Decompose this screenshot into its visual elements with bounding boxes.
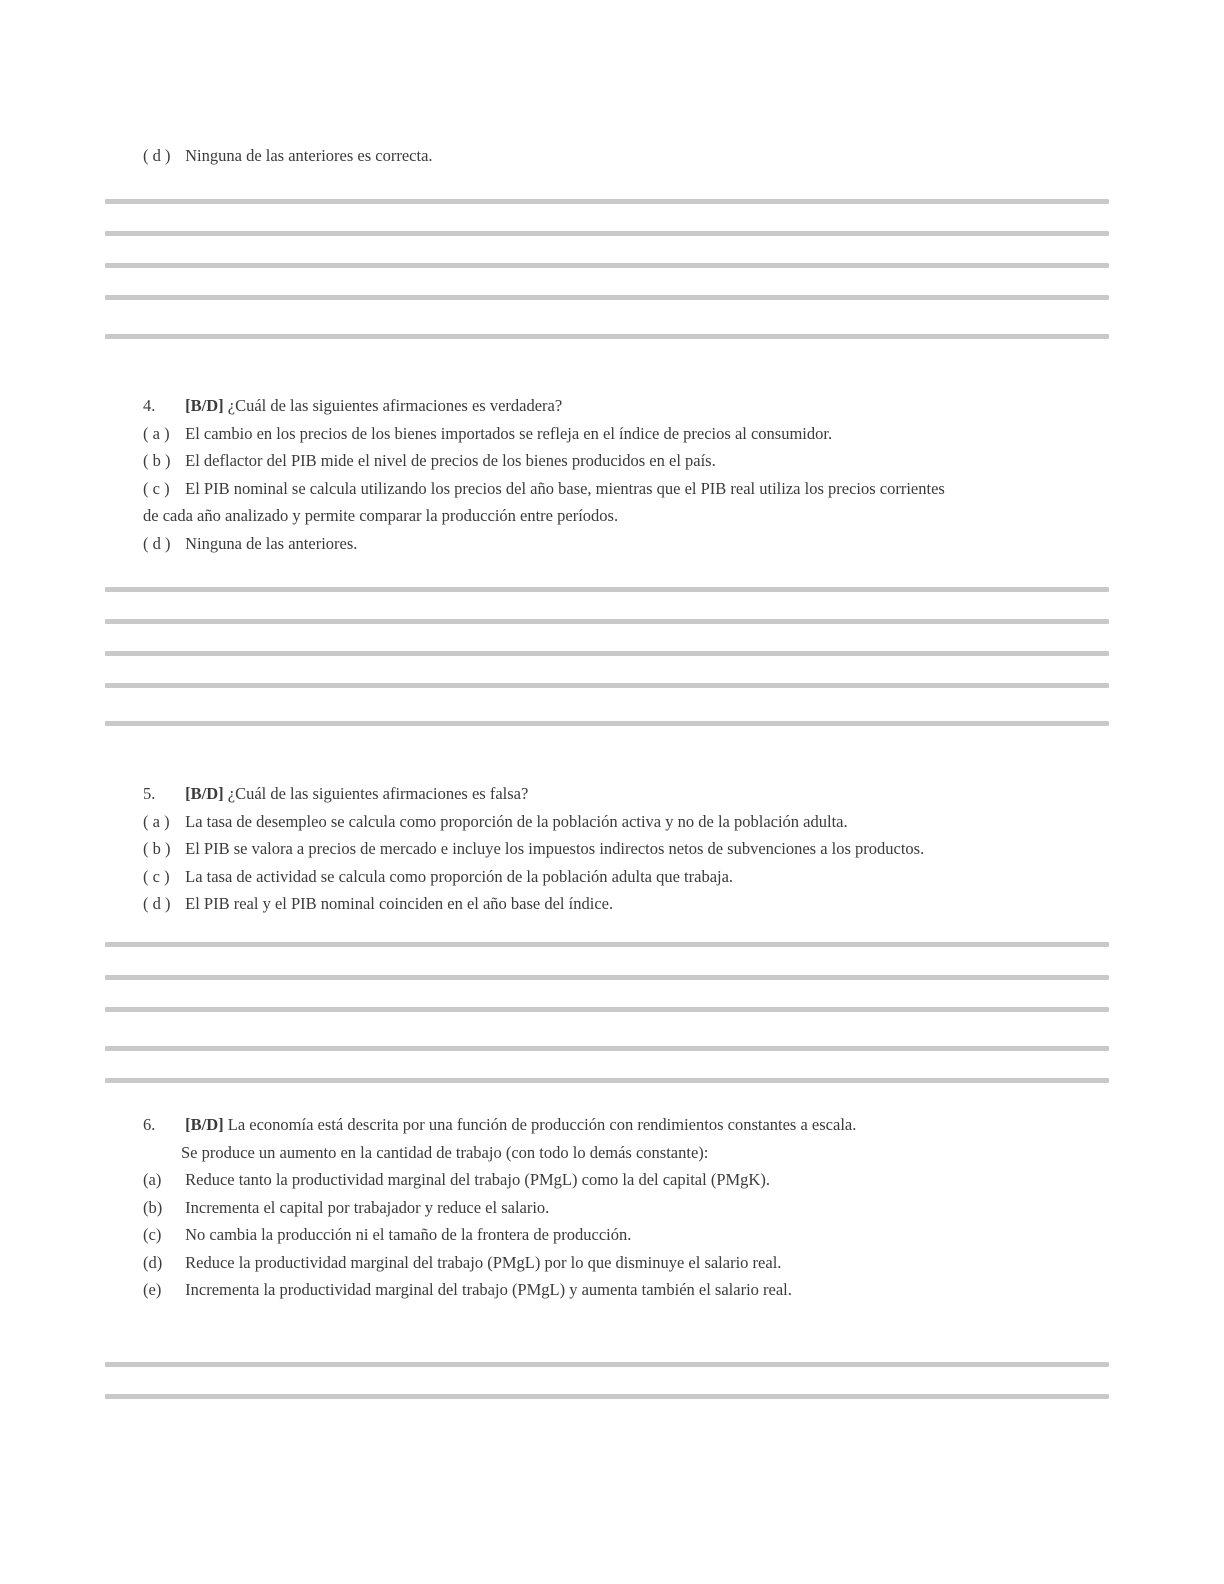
question-stem-continuation: [143, 1139, 1109, 1167]
option-label: (b): [143, 1197, 163, 1217]
option-text: El PIB nominal se calcula utilizando los precios del año base, mientras que el PIB real utiliza los precios corrientes: [185, 478, 945, 498]
question-stem: [143, 1111, 1109, 1139]
question-tag: [B/D]: [185, 396, 224, 415]
question-text: La economía está descrita por una función de producción con rendimientos constantes a escala.: [227, 1115, 857, 1134]
option-c-continuation: [143, 502, 1109, 530]
question-tag: [B/D]: [185, 1115, 224, 1134]
answer-line: [105, 683, 1109, 688]
question-stem: [143, 392, 1109, 420]
answer-line: [105, 334, 1109, 339]
question-text: ¿Cuál de las siguientes afirmaciones es verdadera?: [227, 396, 563, 415]
option-label: (d): [143, 1252, 163, 1272]
option-c: [143, 863, 1109, 891]
option-text: El cambio en los precios de los bienes importados se refleja en el índice de precios al consumidor.: [185, 423, 833, 443]
answer-line: [105, 975, 1109, 980]
question-5: [143, 780, 1109, 918]
option-label: ( b ): [143, 839, 171, 858]
option-label: (a): [143, 1170, 162, 1189]
question-text: ¿Cuál de las siguientes afirmaciones es falsa?: [227, 784, 529, 803]
option-text: El deflactor del PIB mide el nivel de precios de los bienes producidos en el país.: [185, 451, 716, 470]
question-3-tail: [143, 142, 1109, 170]
option-label: ( b ): [143, 451, 171, 470]
answer-line: [105, 651, 1109, 656]
option-text: El PIB real y el PIB nominal coinciden en el año base del índice.: [185, 894, 614, 913]
answer-line: [105, 942, 1109, 947]
question-number: 4.: [143, 396, 156, 415]
answer-line: [105, 1046, 1109, 1051]
option-text: Ninguna de las anteriores.: [185, 533, 358, 553]
option-label: ( d ): [143, 533, 171, 553]
option-d: [143, 142, 1109, 170]
answer-line: [105, 263, 1109, 268]
option-text: La tasa de desempleo se calcula como proporción de la población activa y no de la población adulta.: [185, 811, 848, 831]
option-d: [143, 890, 1109, 918]
answer-line: [105, 1078, 1109, 1083]
question-6: [143, 1111, 1109, 1304]
question-text: Se produce un aumento en la cantidad de trabajo (con todo lo demás constante):: [181, 1142, 709, 1162]
answer-line: [105, 1394, 1109, 1399]
option-b: [143, 447, 1109, 475]
option-d: [143, 530, 1109, 558]
option-c: [143, 475, 1109, 503]
option-label: ( d ): [143, 894, 171, 913]
question-tag: [B/D]: [185, 784, 224, 803]
question-number: 6.: [143, 1115, 156, 1134]
option-label: ( d ): [143, 146, 171, 165]
option-text: La tasa de actividad se calcula como proporción de la población adulta que trabaja.: [185, 866, 734, 886]
option-b: [143, 1194, 1109, 1222]
option-label: (e): [143, 1280, 162, 1299]
question-4: [143, 392, 1109, 557]
option-label: ( a ): [143, 811, 170, 831]
option-text: El PIB se valora a precios de mercado e incluye los impuestos indirectos netos de subvenciones a los productos.: [185, 839, 925, 858]
answer-line: [105, 1007, 1109, 1012]
option-label: (c): [143, 1225, 162, 1244]
option-text: No cambia la producción ni el tamaño de la frontera de producción.: [185, 1225, 632, 1244]
option-c: [143, 1221, 1109, 1249]
option-e: [143, 1276, 1109, 1304]
option-label: ( c ): [143, 866, 170, 886]
answer-line: [105, 587, 1109, 592]
answer-line: [105, 721, 1109, 726]
question-number: 5.: [143, 784, 156, 803]
option-text: Ninguna de las anteriores es correcta.: [185, 146, 433, 165]
option-text: Reduce la productividad marginal del trabajo (PMgL) por lo que disminuye el salario real.: [185, 1252, 782, 1272]
answer-line: [105, 295, 1109, 300]
option-a: [143, 1166, 1109, 1194]
option-a: [143, 808, 1109, 836]
option-text: Incrementa el capital por trabajador y reduce el salario.: [185, 1197, 550, 1217]
option-text: de cada año analizado y permite comparar la producción entre períodos.: [143, 506, 619, 525]
answer-line: [105, 1362, 1109, 1367]
answer-line: [105, 619, 1109, 624]
option-label: ( a ): [143, 423, 170, 443]
answer-line: [105, 231, 1109, 236]
option-d: [143, 1249, 1109, 1277]
option-text: Reduce tanto la productividad marginal del trabajo (PMgL) como la del capital (PMgK).: [185, 1170, 770, 1189]
question-stem: [143, 780, 1109, 808]
option-text: Incrementa la productividad marginal del trabajo (PMgL) y aumenta también el salario real.: [185, 1280, 792, 1299]
answer-line: [105, 199, 1109, 204]
option-b: [143, 835, 1109, 863]
option-label: ( c ): [143, 478, 170, 498]
option-a: [143, 420, 1109, 448]
